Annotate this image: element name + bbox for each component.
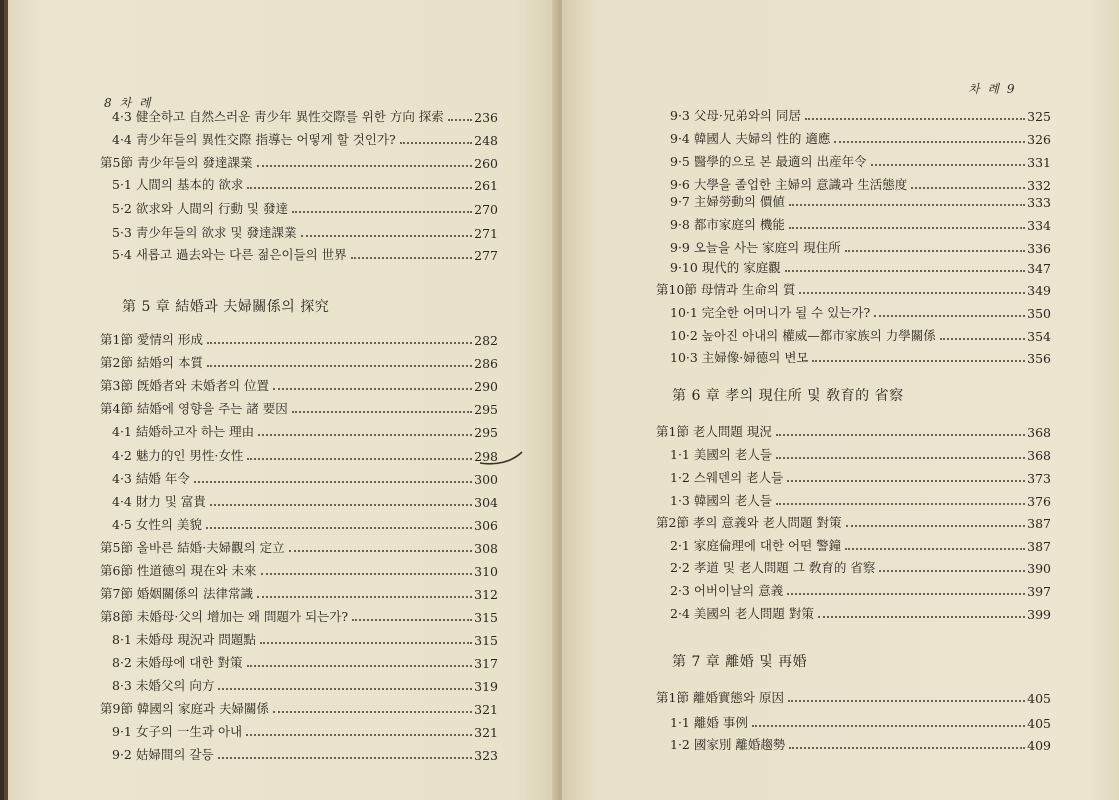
toc-section-entry	[100, 397, 498, 417]
toc-leader-dots	[247, 457, 472, 460]
toc-entry	[670, 150, 1051, 170]
toc-entry-page: 290	[474, 379, 498, 394]
toc-entry-label: 5·1 人間의 基本的 欲求	[112, 177, 244, 192]
toc-entry	[670, 534, 1051, 554]
toc-entry	[670, 127, 1051, 147]
toc-leader-dots	[871, 163, 1026, 166]
toc-entry-label: 9·9 오늘을 사는 家庭의 現住所	[670, 240, 841, 255]
toc-leader-dots	[218, 756, 473, 759]
toc-leader-dots	[218, 687, 472, 690]
toc-entry-page: 317	[474, 656, 498, 671]
toc-entry	[112, 651, 498, 671]
toc-section-entry	[100, 536, 498, 556]
toc-entry	[670, 443, 1051, 463]
toc-entry-page: 248	[474, 133, 498, 148]
toc-entry-page: 308	[474, 541, 498, 556]
toc-entry-page: 368	[1027, 425, 1051, 440]
toc-entry-label: 第9節 韓國의 家庭과 夫婦關係	[100, 701, 270, 716]
toc-section-entry	[656, 420, 1051, 440]
toc-entry-label: 第4節 結婚에 영향을 주는 諸 要因	[100, 401, 288, 416]
toc-leader-dots	[292, 210, 472, 213]
toc-entry-label: 4·2 魅力的인 男性·女性	[112, 448, 244, 463]
toc-entry-label: 9·10 現代的 家庭觀	[670, 260, 781, 275]
toc-entry-label: 第6節 性道德의 現在와 未來	[100, 563, 257, 578]
toc-entry	[670, 489, 1051, 509]
toc-section-entry	[656, 511, 1051, 531]
toc-entry	[670, 579, 1051, 599]
toc-entry-page: 409	[1027, 738, 1051, 753]
toc-entry-label: 4·3 結婚 年令	[112, 471, 190, 486]
toc-leader-dots	[257, 164, 473, 167]
toc-entry-label: 1·2 國家別 離婚趨勢	[670, 737, 786, 752]
toc-leader-dots	[834, 140, 1025, 143]
toc-leader-dots	[258, 433, 472, 436]
toc-entry	[670, 324, 1051, 344]
handwritten-underline-mark	[478, 447, 524, 469]
toc-entry	[670, 190, 1051, 210]
toc-entry	[112, 720, 498, 740]
toc-entry-label: 5·3 靑少年들의 欲求 및 發達課業	[112, 225, 297, 240]
toc-entry-label: 1·2 스웨덴의 老人들	[670, 470, 784, 485]
toc-entry-page: 310	[474, 564, 498, 579]
toc-entry-page: 373	[1027, 471, 1051, 486]
toc-entry-page: 336	[1027, 241, 1051, 256]
toc-entry	[670, 213, 1051, 233]
toc-leader-dots	[194, 480, 472, 483]
toc-entry-page: 319	[474, 679, 498, 694]
toc-entry-label: 2·1 家庭倫理에 대한 어떤 警鐘	[670, 538, 842, 553]
toc-entry-label: 第10節 母情과 生命의 質	[656, 282, 796, 297]
toc-entry	[112, 243, 498, 263]
toc-entry-label: 第1節 愛情의 形成	[100, 332, 203, 347]
toc-entry-label: 9·6 大學을 졸업한 主婦의 意識과 生活態度	[670, 177, 908, 192]
toc-entry-label: 2·2 孝道 및 老人問題 그 敎育的 省察	[670, 560, 876, 575]
toc-section-entry	[656, 278, 1051, 298]
toc-entry	[670, 256, 1051, 276]
toc-leader-dots	[207, 364, 472, 367]
toc-entry-page: 397	[1027, 584, 1051, 599]
toc-entry	[670, 104, 1051, 124]
toc-leader-dots	[247, 186, 472, 189]
toc-entry-label: 8·1 未婚母 現況과 問題點	[112, 632, 256, 647]
toc-entry-label: 9·3 父母·兄弟와의 同居	[670, 108, 801, 123]
toc-section-entry	[100, 605, 498, 625]
toc-leader-dots	[805, 117, 1025, 120]
toc-entry	[112, 105, 498, 125]
toc-entry-page: 332	[1027, 178, 1051, 193]
toc-leader-dots	[787, 479, 1025, 482]
toc-entry-label: 1·3 韓國의 老人들	[670, 493, 772, 508]
book-spread	[4, 0, 1115, 800]
toc-entry-page: 286	[474, 356, 498, 371]
toc-leader-dots	[845, 547, 1025, 550]
toc-entry-page: 368	[1027, 448, 1051, 463]
toc-leader-dots	[289, 549, 472, 552]
toc-leader-dots	[776, 433, 1025, 436]
toc-section-entry	[100, 582, 498, 602]
toc-entry-page: 321	[474, 702, 498, 717]
toc-leader-dots	[788, 699, 1025, 702]
toc-entry-page: 261	[474, 178, 498, 193]
toc-entry-label: 4·5 女性의 美貌	[112, 517, 202, 532]
toc-leader-dots	[940, 337, 1025, 340]
toc-entry-page: 387	[1027, 516, 1051, 531]
toc-leader-dots	[448, 118, 472, 121]
toc-leader-dots	[874, 314, 1025, 317]
toc-leader-dots	[789, 746, 1025, 749]
toc-entry	[112, 128, 498, 148]
toc-entry-page: 387	[1027, 539, 1051, 554]
toc-entry	[112, 173, 498, 193]
toc-entry-label: 1·1 離婚 事例	[670, 715, 748, 730]
toc-entry-page: 236	[474, 110, 498, 125]
toc-entry	[112, 513, 498, 533]
toc-entry-page: 354	[1027, 329, 1051, 344]
toc-entry-page: 271	[474, 226, 498, 241]
toc-entry	[670, 346, 1051, 366]
toc-entry	[112, 628, 498, 648]
toc-entry-page: 315	[474, 610, 498, 625]
chapter-7-heading: 第 7 章 離婚 및 再婚	[672, 654, 808, 670]
toc-entry-label: 第1節 離婚實態와 原因	[656, 690, 784, 705]
toc-entry-page: 350	[1027, 306, 1051, 321]
toc-entry	[112, 420, 498, 440]
toc-leader-dots	[787, 592, 1025, 595]
toc-entry-label: 第5節 올바른 結婚·夫婦觀의 定立	[100, 540, 285, 555]
toc-leader-dots	[273, 710, 472, 713]
toc-entry-page: 356	[1027, 351, 1051, 366]
toc-entry-label: 第2節 結婚의 本質	[100, 355, 203, 370]
toc-leader-dots	[845, 249, 1025, 252]
toc-entry-page: 282	[474, 333, 498, 348]
toc-entry	[670, 602, 1051, 622]
toc-entry-page: 295	[474, 425, 498, 440]
toc-leader-dots	[812, 359, 1025, 362]
toc-entry-label: 5·2 欲求와 人間의 行動 및 發達	[112, 201, 288, 216]
toc-entry-label: 9·5 醫學的으로 본 最適의 出産年令	[670, 154, 867, 169]
chapter-6-heading: 第 6 章 孝의 現住所 및 敎育的 省察	[672, 388, 904, 404]
toc-section-entry	[100, 328, 498, 348]
toc-entry-label: 4·4 財力 및 富貴	[112, 494, 206, 509]
toc-entry-page: 399	[1027, 607, 1051, 622]
toc-entry	[670, 301, 1051, 321]
toc-leader-dots	[752, 724, 1025, 727]
toc-leader-dots	[301, 234, 473, 237]
toc-leader-dots	[246, 733, 472, 736]
toc-entry-label: 8·3 未婚父의 向方	[112, 678, 215, 693]
toc-entry	[670, 236, 1051, 256]
toc-leader-dots	[911, 186, 1025, 189]
right-page	[562, 0, 1119, 800]
toc-entry-page: 321	[474, 725, 498, 740]
toc-entry-page: 405	[1027, 691, 1051, 706]
toc-section-entry	[100, 697, 498, 717]
toc-entry-label: 4·3 健全하고 自然스러운 靑少年 異性交際를 위한 方向 探索	[112, 109, 444, 124]
toc-entry-page: 347	[1027, 261, 1051, 276]
toc-entry-label: 第7節 婚姻關係의 法律常識	[100, 586, 253, 601]
toc-entry-page: 295	[474, 402, 498, 417]
toc-section-entry	[656, 686, 1051, 706]
toc-leader-dots	[879, 569, 1025, 572]
right-page-header: 차 례 9	[968, 82, 1017, 96]
chapter-5-heading: 第 5 章 結婚과 夫婦關係의 探究	[122, 299, 330, 315]
toc-section-entry	[100, 351, 498, 371]
toc-leader-dots	[799, 291, 1025, 294]
toc-leader-dots	[352, 618, 472, 621]
toc-entry-label: 4·1 結婚하고자 하는 理由	[112, 424, 255, 439]
toc-entry-label: 9·8 都市家庭의 機能	[670, 217, 785, 232]
toc-leader-dots	[789, 226, 1025, 229]
toc-entry	[112, 743, 498, 763]
toc-leader-dots	[206, 526, 472, 529]
toc-entry-label: 8·2 未婚母에 대한 對策	[112, 655, 243, 670]
toc-entry-label: 第1節 老人問題 現況	[656, 424, 772, 439]
toc-leader-dots	[400, 141, 472, 144]
toc-entry-label: 1·1 美國의 老人들	[670, 447, 772, 462]
toc-entry-page: 376	[1027, 494, 1051, 509]
toc-entry-label: 10·3 主婦像·婦德의 변모	[670, 350, 809, 365]
toc-entry	[112, 467, 498, 487]
toc-entry-page: 326	[1027, 132, 1051, 147]
toc-entry	[112, 674, 498, 694]
toc-entry	[670, 466, 1051, 486]
toc-section-entry	[100, 559, 498, 579]
toc-entry-label: 9·4 韓國人 夫婦의 性的 適應	[670, 131, 831, 146]
toc-leader-dots	[261, 572, 473, 575]
toc-entry-page: 323	[474, 748, 498, 763]
toc-entry-page: 304	[474, 495, 498, 510]
toc-entry	[112, 444, 498, 464]
toc-entry-label: 2·4 美國의 老人問題 對策	[670, 606, 814, 621]
toc-entry-page: 315	[474, 633, 498, 648]
toc-entry-label: 第5節 靑少年들의 發達課業	[100, 155, 253, 170]
toc-entry-page: 390	[1027, 561, 1051, 576]
toc-leader-dots	[351, 256, 472, 259]
toc-entry-page: 312	[474, 587, 498, 602]
toc-entry-page: 298	[474, 449, 498, 464]
toc-entry-page: 270	[474, 202, 498, 217]
toc-entry-label: 4·4 靑少年들의 異性交際 指導는 어떻게 할 것인가?	[112, 132, 396, 147]
toc-entry	[112, 197, 498, 217]
toc-entry-label: 9·2 姑婦間의 갈등	[112, 747, 214, 762]
toc-leader-dots	[789, 203, 1025, 206]
toc-entry-label: 5·4 새롭고 過去와는 다른 젊은이들의 世界	[112, 247, 347, 262]
toc-entry-page: 300	[474, 472, 498, 487]
toc-leader-dots	[257, 595, 472, 598]
toc-section-entry	[100, 374, 498, 394]
toc-leader-dots	[776, 502, 1025, 505]
toc-entry	[112, 490, 498, 510]
toc-entry-page: 333	[1027, 195, 1051, 210]
toc-entry-page: 325	[1027, 109, 1051, 124]
toc-leader-dots	[273, 387, 472, 390]
toc-entry-page: 331	[1027, 155, 1051, 170]
toc-leader-dots	[785, 269, 1025, 272]
toc-entry-label: 10·1 完全한 어머니가 될 수 있는가?	[670, 305, 871, 320]
left-page-header: 8 차 례	[104, 96, 153, 110]
toc-entry-page: 306	[474, 518, 498, 533]
toc-entry-label: 9·1 女子의 一生과 아내	[112, 724, 243, 739]
toc-leader-dots	[207, 341, 472, 344]
toc-entry-page: 349	[1027, 283, 1051, 298]
toc-leader-dots	[818, 615, 1025, 618]
toc-leader-dots	[247, 664, 473, 667]
toc-entry-page: 277	[474, 248, 498, 263]
toc-entry-label: 10·2 높아진 아내의 權威—都市家族의 力學關係	[670, 328, 936, 343]
toc-leader-dots	[776, 456, 1025, 459]
toc-entry	[112, 221, 498, 241]
toc-leader-dots	[292, 410, 472, 413]
toc-entry-label: 第8節 未婚母·父의 增加는 왜 問題가 되는가?	[100, 609, 349, 624]
toc-entry-label: 2·3 어버이날의 意義	[670, 583, 784, 598]
toc-entry-page: 405	[1027, 716, 1051, 731]
toc-leader-dots	[210, 503, 472, 506]
toc-leader-dots	[846, 524, 1026, 527]
toc-entry-page: 334	[1027, 218, 1051, 233]
toc-entry	[670, 711, 1051, 731]
toc-entry	[670, 556, 1051, 576]
toc-section-entry	[100, 151, 498, 171]
toc-entry	[670, 733, 1051, 753]
toc-entry-label: 9·7 主婦勞動의 價値	[670, 194, 785, 209]
toc-entry-label: 第2節 孝의 意義와 老人問題 對策	[656, 515, 842, 530]
left-page	[8, 0, 558, 800]
toc-entry-label: 第3節 旣婚者와 未婚者의 位置	[100, 378, 270, 393]
toc-entry-page: 260	[474, 156, 498, 171]
toc-leader-dots	[260, 641, 472, 644]
